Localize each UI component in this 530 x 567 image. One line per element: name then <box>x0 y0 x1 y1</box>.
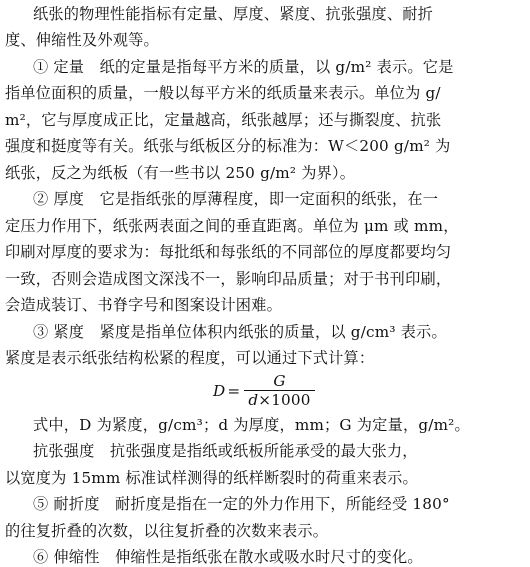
houdu-line-4: 一致，否则会造成图文深浅不一，影响印品质量；对于书刊印刷， <box>5 270 452 288</box>
dingliang-line-4: 强度和挺度等有关。纸张与纸板区分的标准为：W＜200 g/m² 为 <box>5 137 451 155</box>
formula-denominator-rest: ×1000 <box>258 391 311 409</box>
dingliang-line-1: ① 定量 纸的定量是指每平方米的质量，以 g/m² 表示。它是 <box>33 58 454 76</box>
formula-equals: = <box>227 382 241 400</box>
intro-line-2: 度、伸缩性及外观等。 <box>5 31 159 49</box>
naizhe-line-1: ⑤ 耐折度 耐折度是指在一定的外力作用下，所能经受 180° <box>33 495 450 513</box>
houdu-line-1: ② 厚度 它是指纸张的厚薄程度，即一定面积的纸张，在一 <box>33 190 439 208</box>
formula-numerator: G <box>273 372 286 390</box>
density-formula <box>213 371 315 411</box>
dingliang-line-5: 纸张，反之为纸板（有一些书以 250 g/m² 为界）。 <box>5 164 356 182</box>
naizhe-line-2: 的往复折叠的次数，以往复折叠的次数来表示。 <box>5 522 329 540</box>
dingliang-line-3: m²，它与厚度成正比，定量越高，纸张越厚；还与撕裂度、抗张 <box>5 111 442 129</box>
jindu-line-1: ③ 紧度 紧度是指单位体积内纸张的质量，以 g/cm³ 表示。 <box>33 323 447 341</box>
formula-lhs: D <box>213 382 226 400</box>
shensuo-line: ⑥ 伸缩性 伸缩性是指纸张在散水或吸水时尺寸的变化。 <box>33 548 423 566</box>
formula-fraction <box>244 373 314 409</box>
kangzhang-line-2: 以宽度为 15mm 标准试样测得的纸样断裂时的荷重来表示。 <box>5 469 418 487</box>
formula-denominator-var: d <box>248 391 259 409</box>
houdu-line-3: 印刷对厚度的要求为：每批纸和每张纸的不同部位的厚度都要均匀 <box>5 243 452 261</box>
dingliang-line-2: 指单位面积的质量，一般以每平方米的纸质量来表示。单位为 g/ <box>5 84 441 102</box>
kangzhang-line-1: 抗张强度 抗张强度是指纸或纸板所能承受的最大张力， <box>33 442 418 460</box>
houdu-line-5: 会造成装订、书脊字号和图案设计困难。 <box>5 296 282 314</box>
formula-denominator <box>244 391 314 409</box>
houdu-line-2: 定压力作用下，纸张两表面之间的垂直距离。单位为 μm 或 mm， <box>5 217 459 235</box>
intro-line-1: 纸张的物理性能指标有定量、厚度、紧度、抗张强度、耐折 <box>33 5 434 23</box>
formula-explanation: 式中，D 为紧度，g/cm³；d 为厚度，mm；G 为定量，g/m²。 <box>33 416 470 434</box>
jindu-line-2: 紧度是表示纸张结构松紧的程度，可以通过下式计算： <box>5 349 375 367</box>
